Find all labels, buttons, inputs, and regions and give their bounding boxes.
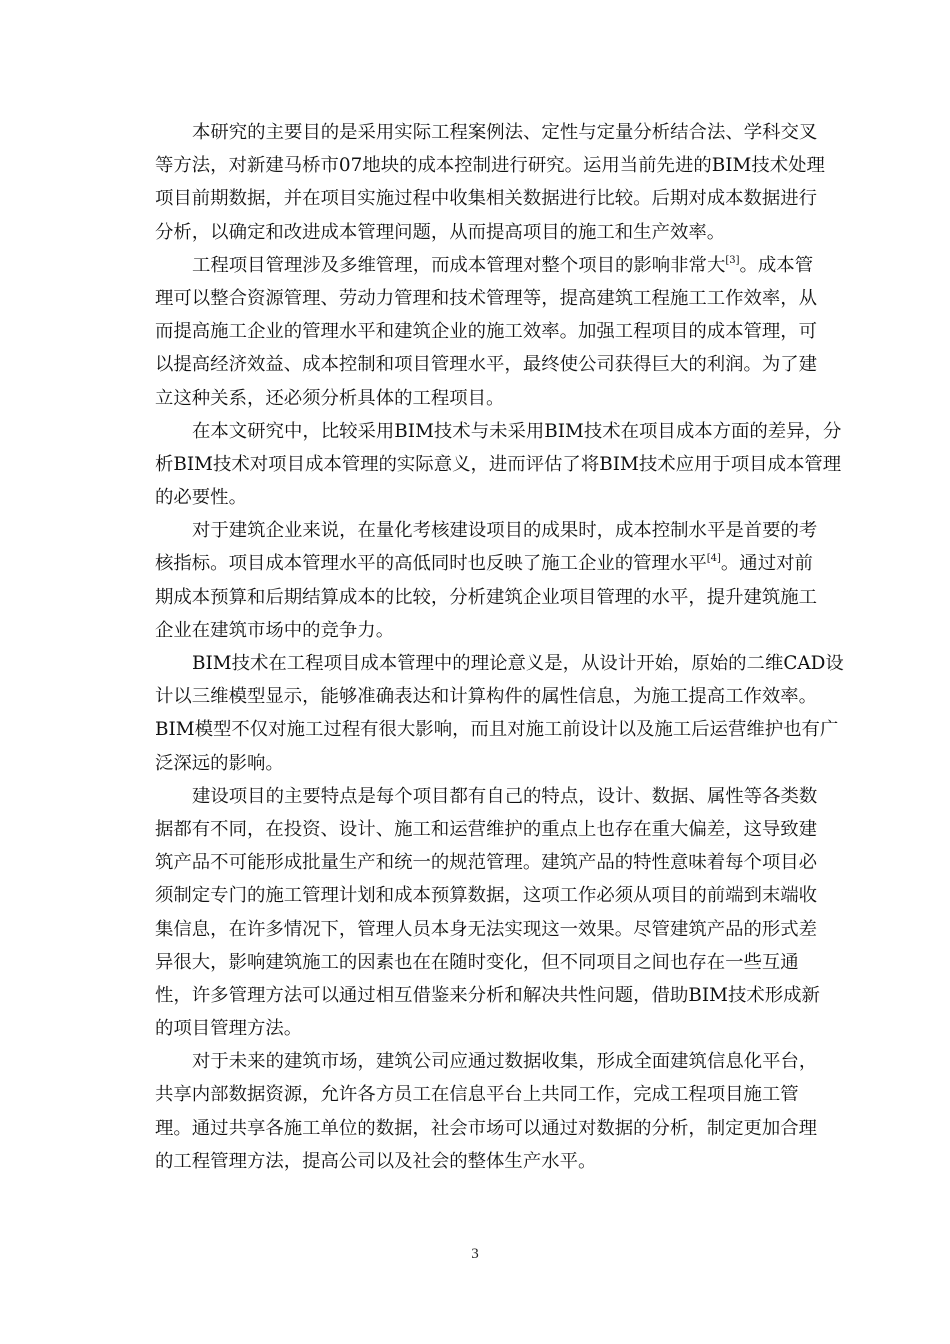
paragraph-line: 的工程管理方法，提高公司以及社会的整体生产水平。: [155, 1150, 597, 1172]
line-text: 工程项目管理涉及多维管理，而成本管理对整个项目的影响非常大: [192, 254, 726, 276]
paragraph-2: [155, 249, 843, 415]
page-number: 3: [471, 1246, 479, 1262]
paragraph-line: 筑产品不可能形成批量生产和统一的规范管理。建筑产品的特性意味着每个项目必: [155, 852, 818, 874]
paragraph-line: 本研究的主要目的是采用实际工程案例法、定性与定量分析结合法、学科交叉: [192, 122, 818, 143]
line-text-tail: 。成本管: [739, 254, 814, 276]
paragraph-line: BIM技术在工程项目成本管理中的理论意义是，从设计开始，原始的二维CAD设: [192, 653, 844, 674]
paragraph-line: 析BIM技术对项目成本管理的实际意义，进而评估了将BIM技术应用于项目成本管理: [155, 453, 842, 475]
paragraph-line: 而提高施工企业的管理水平和建筑企业的施工效率。加强工程项目的成本管理，可: [155, 321, 818, 343]
paragraph-line: [155, 547, 843, 580]
paragraph-line: 据都有不同，在投资、设计、施工和运营维护的重点上也存在重大偏差，这导致建: [155, 818, 818, 840]
line-text: 核指标。项目成本管理水平的高低同时也反映了施工企业的管理水平: [155, 553, 707, 575]
paragraph-line: 理可以整合资源管理、劳动力管理和技术管理等，提高建筑工程施工工作效率，从: [155, 287, 818, 309]
citation-ref: [4]: [706, 553, 721, 565]
citation-ref: [3]: [725, 254, 740, 266]
paragraph-line: 须制定专门的施工管理计划和成本预算数据，这项工作必须从项目的前端到末端收: [155, 885, 818, 907]
paragraph-1: [155, 116, 843, 249]
paragraph-4: [155, 514, 843, 647]
paragraph-line: 以提高经济效益、成本控制和项目管理水平，最终使公司获得巨大的利润。为了建: [155, 354, 818, 376]
paragraph-line: 的必要性。: [155, 487, 247, 509]
paragraph-line: 对于未来的建筑市场，建筑公司应通过数据收集，形成全面建筑信息化平台，: [192, 1051, 818, 1073]
body-text: [155, 116, 843, 1178]
paragraph-7: [155, 1045, 843, 1178]
paragraph-line: 共享内部数据资源，允许各方员工在信息平台上共同工作，完成工程项目施工管: [155, 1084, 799, 1106]
paragraph-line: 建设项目的主要特点是每个项目都有自己的特点，设计、数据、属性等各类数: [192, 785, 818, 807]
paragraph-6: [155, 780, 843, 1046]
paragraph-line: 对于建筑企业来说，在量化考核建设项目的成果时，成本控制水平是首要的考: [192, 520, 818, 542]
paragraph-line: BIM模型不仅对施工过程有很大影响，而且对施工前设计以及施工后运营维护也有广: [155, 719, 839, 741]
paragraph-line: 在本文研究中，比较采用BIM技术与未采用BIM技术在项目成本方面的差异，分: [192, 420, 842, 442]
paragraph-line: [155, 249, 843, 282]
line-text-tail: 。通过对前: [720, 553, 813, 575]
paragraph-line: 等方法，对新建马桥市07地块的成本控制进行研究。运用当前先进的BIM技术处理: [155, 155, 825, 177]
paragraph-line: 项目前期数据，并在项目实施过程中收集相关数据进行比较。后期对成本数据进行: [155, 188, 818, 210]
paragraph-line: 立这种关系，还必须分析具体的工程项目。: [155, 387, 505, 409]
paragraph-line: 的项目管理方法。: [155, 1018, 303, 1040]
paragraph-3: [155, 415, 843, 515]
paragraph-5: [155, 647, 843, 780]
paragraph-line: 集信息，在许多情况下，管理人员本身无法实现这一效果。尽管建筑产品的形式差: [155, 918, 818, 940]
paragraph-line: 企业在建筑市场中的竞争力。: [155, 619, 395, 641]
paragraph-line: 计以三维模型显示，能够准确表达和计算构件的属性信息，为施工提高工作效率。: [155, 686, 818, 708]
paragraph-line: 异很大，影响建筑施工的因素也在在随时变化，但不同项目之间也存在一些互通: [155, 951, 799, 973]
paragraph-line: 性，许多管理方法可以通过相互借鉴来分析和解决共性问题，借助BIM技术形成新: [155, 984, 820, 1006]
paragraph-line: 泛深远的影响。: [155, 752, 284, 774]
paragraph-line: 期成本预算和后期结算成本的比较，分析建筑企业项目管理的水平，提升建筑施工: [155, 586, 818, 608]
paragraph-line: 分析，以确定和改进成本管理问题，从而提高项目的施工和生产效率。: [155, 221, 726, 243]
paragraph-line: 理。通过共享各施工单位的数据，社会市场可以通过对数据的分析，制定更加合理: [155, 1117, 818, 1139]
